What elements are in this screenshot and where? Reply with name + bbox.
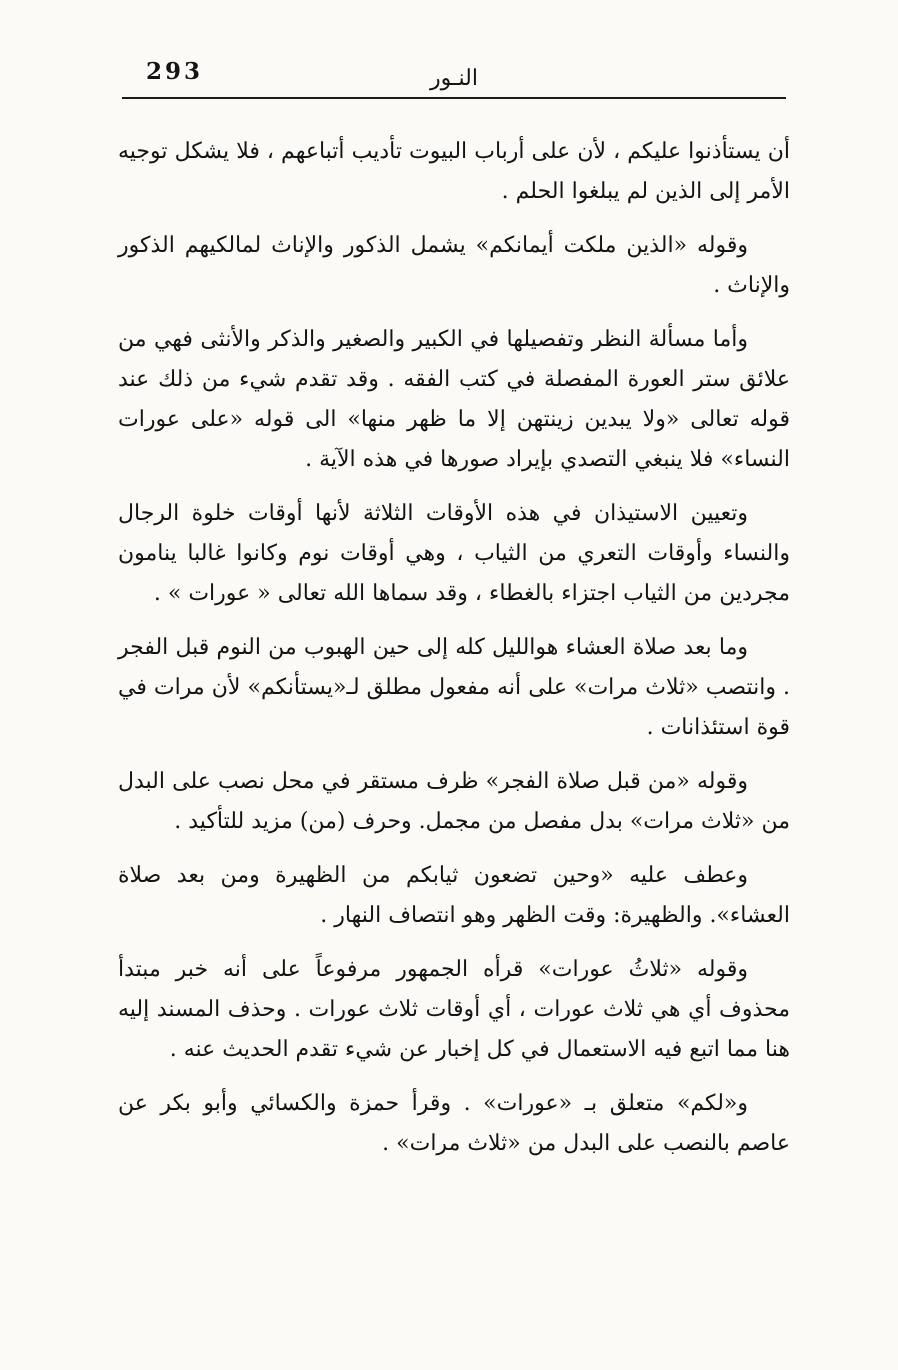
running-title: النـور xyxy=(430,66,478,91)
paragraph: وقوله «الذين ملكت أيمانكم» يشمل الذكور والإناث لمالكيهم الذكور والإناث . xyxy=(118,233,790,298)
paragraph: وتعيين الاستيذان في هذه الأوقات الثلاثة لأنها أوقات خلوة الرجال والنساء وأوقات التعري من الثياب ، وهي أوقات نوم وكانوا غالبا ينامون مجردين من الثياب اجتزاء بالغطاء ، وقد سماها الله تعالى « عورات » . xyxy=(118,501,790,606)
paragraph: و«لكم» متعلق بـ «عورات» . وقرأ حمزة والكسائي وأبو بكر عن عاصم بالنصب على البدل من «ثلاث مرات» . xyxy=(118,1091,790,1156)
paragraph: وقوله «ثلاثُ عورات» قرأه الجمهور مرفوعاً على أنه خبر مبتدأ محذوف أي هي ثلاث عورات ، أي أوقات ثلاث عورات . وحذف المسند إليه هنا مما اتبع فيه الاستعمال في كل إخبار عن شيء تقدم الحديث عنه . xyxy=(118,957,790,1062)
paragraph: وقوله «من قبل صلاة الفجر» ظرف مستقر في محل نصب على البدل من «ثلاث مرات» بدل مفصل من مجمل. وحرف (من) مزيد للتأكيد . xyxy=(118,769,790,834)
paragraph: وعطف عليه «وحين تضعون ثيابكم من الظهيرة ومن بعد صلاة العشاء». والظهيرة: وقت الظهر وهو انتصاف النهار . xyxy=(118,863,790,928)
paragraph: أن يستأذنوا عليكم ، لأن على أرباب البيوت تأديب أتباعهم ، فلا يشكل توجيه الأمر إلى الذين لم يبلغوا الحلم . xyxy=(118,139,790,204)
page-header xyxy=(122,52,786,98)
paragraph: وأما مسألة النظر وتفصيلها في الكبير والصغير والذكر والأنثى فهي من علائق ستر العورة المفصلة في كتب الفقه . وقد تقدم شيء من ذلك عند قوله تعالى «ولا يبدين زينتهن إلا ما ظهر منها» الى قوله «على عورات النساء» فلا ينبغي التصدي بإيراد صورها في هذه الآية . xyxy=(118,327,790,472)
paragraph: وما بعد صلاة العشاء هوالليل كله إلى حين الهبوب من النوم قبل الفجر . وانتصب «ثلاث مرات» على أنه مفعول مطلق لـ«يستأنكم» لأن مرات في قوة استئذانات . xyxy=(118,635,790,740)
body-text xyxy=(118,132,790,1178)
header-rule xyxy=(122,97,786,99)
page-number: 293 xyxy=(146,58,204,85)
